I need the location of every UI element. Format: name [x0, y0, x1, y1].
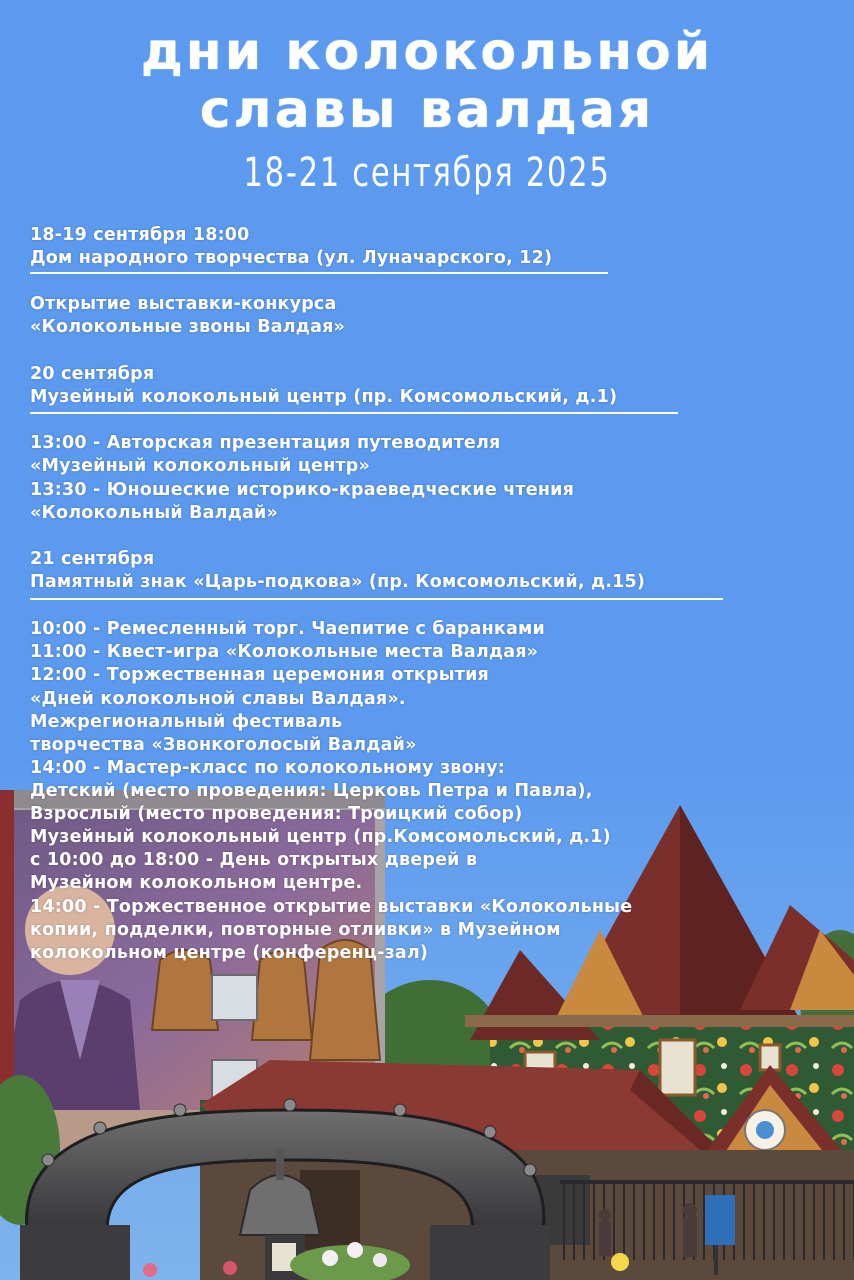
- section-venue: Музейный колокольный центр (пр. Комсомольский, д.1): [30, 387, 618, 407]
- section-date: 21 сентября: [30, 549, 155, 569]
- event-line: 13:00 - Авторская презентация путеводителя: [30, 433, 501, 453]
- event-line: «Дней колокольной славы Валдая».: [30, 689, 406, 709]
- event-line: «Колокольный Валдай»: [30, 503, 279, 523]
- event-line: 13:30 - Юношеские историко-краеведческие чтения: [30, 480, 575, 500]
- event-line: 14:00 - Торжественное открытие выставки «Колокольные: [30, 897, 633, 917]
- event-line: копии, подделки, повторные отливки» в Музейном: [30, 920, 561, 940]
- event-line: Музейный колокольный центр (пр.Комсомольский, д.1): [30, 827, 611, 847]
- event-line: творчества «Звонкоголосый Валдай»: [30, 735, 417, 755]
- event-line: Детский (место проведения: Церковь Петра и Павла),: [30, 781, 593, 801]
- event-line: «Колокольные звоны Валдая»: [30, 317, 346, 337]
- event-line: Межрегиональный фестиваль: [30, 712, 343, 732]
- section-divider: [30, 412, 678, 414]
- event-line: 14:00 - Мастер-класс по колокольному звону:: [30, 758, 505, 778]
- section-venue: Памятный знак «Царь-подкова» (пр. Комсомольский, д.15): [30, 572, 646, 592]
- section-divider: [30, 272, 608, 274]
- event-line: Открытие выставки-конкурса: [30, 294, 337, 314]
- festival-dates: 18-21 сентября 2025: [243, 150, 611, 196]
- poster-title-line1: дни колокольной: [140, 22, 714, 82]
- section-venue: Дом народного творчества (ул. Луначарского, 12): [30, 248, 553, 268]
- event-line: «Музейный колокольный центр»: [30, 456, 370, 476]
- event-line: 11:00 - Квест-игра «Колокольные места Валдая»: [30, 642, 539, 662]
- event-line: 10:00 - Ремесленный торг. Чаепитие с баранками: [30, 619, 545, 639]
- section-divider: [30, 598, 723, 600]
- poster-title-line2: славы валдая: [199, 80, 655, 140]
- event-line: Взрослый (место проведения: Троицкий собор): [30, 804, 523, 824]
- event-line: с 10:00 до 18:00 - День открытых дверей в: [30, 850, 478, 870]
- event-line: колокольном центре (конференц-зал): [30, 943, 429, 963]
- event-line: 12:00 - Торжественная церемония открытия: [30, 665, 489, 685]
- event-line: Музейном колокольном центре.: [30, 873, 363, 893]
- section-date: 20 сентября: [30, 364, 155, 384]
- section-date: 18-19 сентября 18:00: [30, 225, 250, 245]
